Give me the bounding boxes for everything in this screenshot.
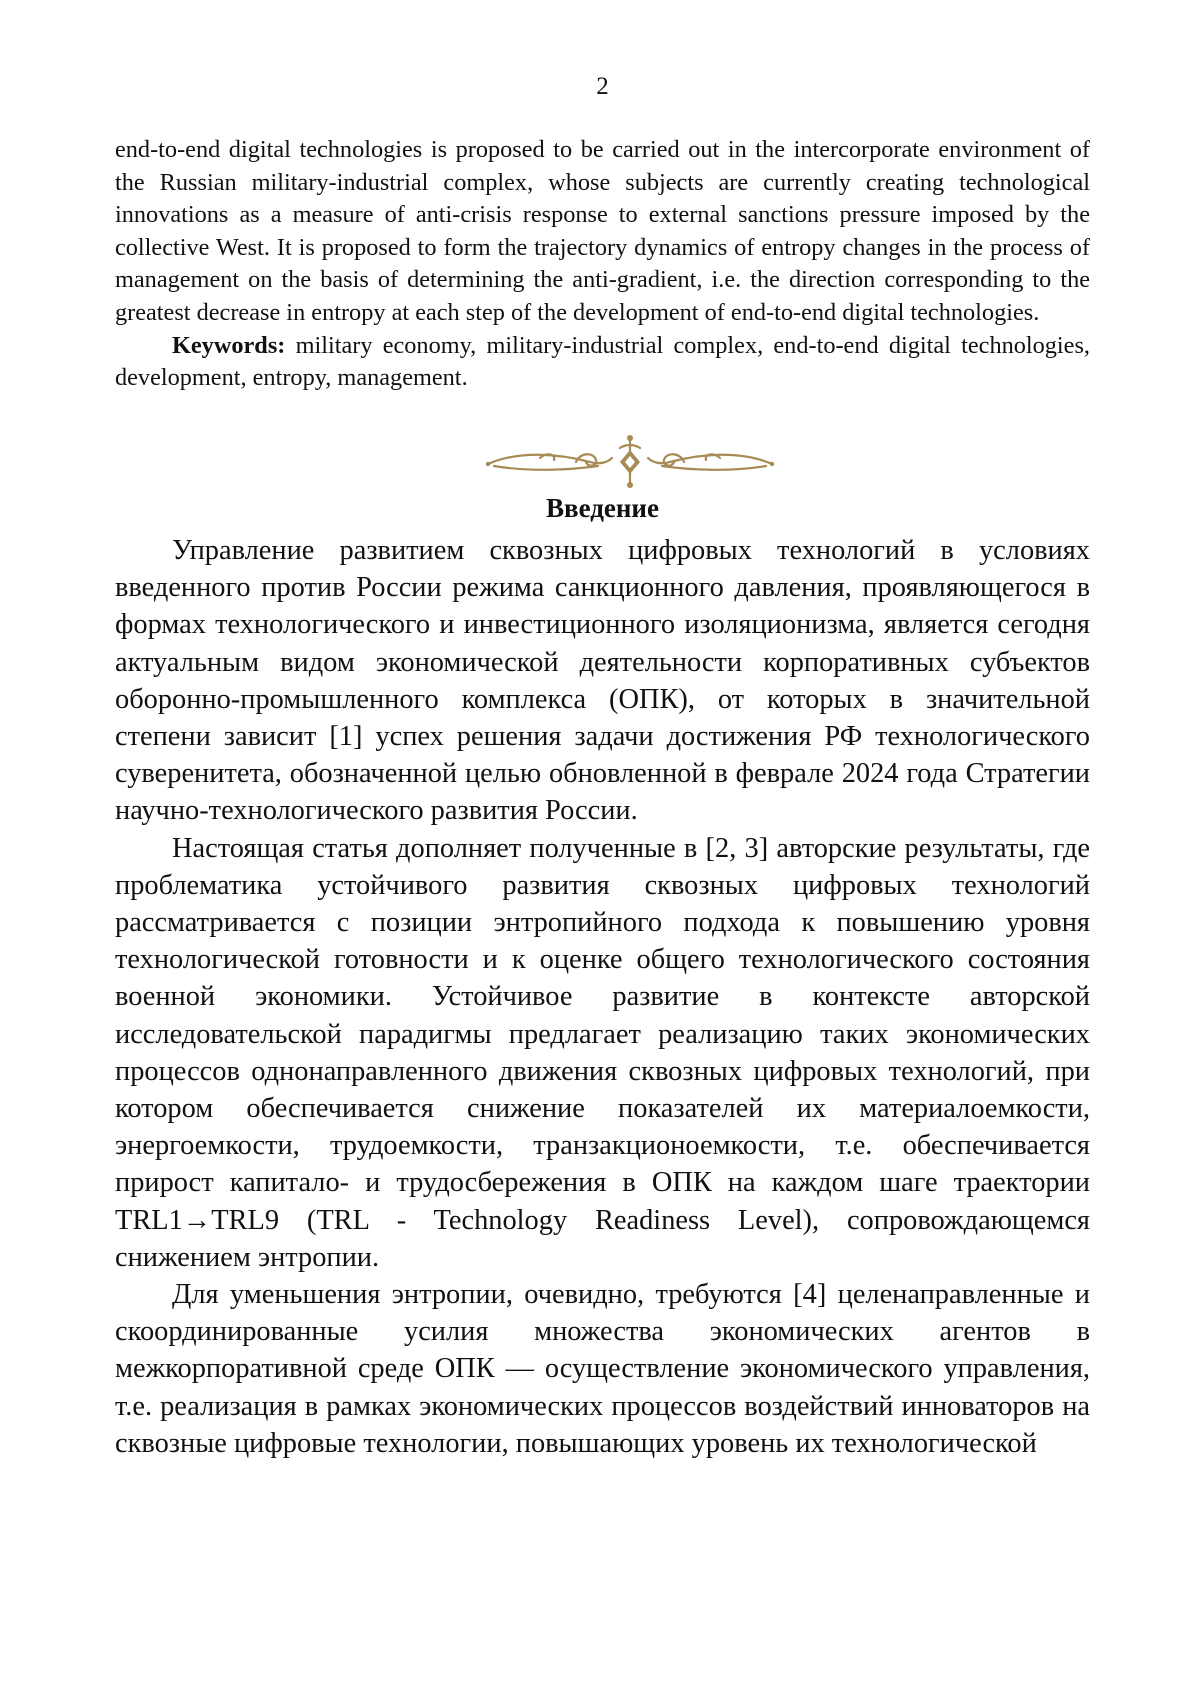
decorative-flourish-icon	[480, 432, 780, 492]
keywords-text: military economy, military-industrial complex, end-to-end digital technologies, development, entropy, management.	[115, 331, 1090, 392]
body-paragraph-3: Для уменьшения энтропии, очевидно, требуются [4] целенаправленные и скоординированные усилия множества экономических агентов в межкорпоративной среде ОПК — осуществление экономического управления, т.е. реализация в рамках экономических процессов воздействий инноваторов на сквозные цифровые технологии, повышающих уровень их технологической	[115, 1279, 1090, 1459]
page-number: 2	[596, 73, 609, 100]
keywords	[115, 330, 1090, 395]
abstract	[115, 134, 1090, 395]
abstract-paragraph: end-to-end digital technologies is proposed to be carried out in the intercorporate environment of the Russian military-industrial complex, whose subjects are currently creating technological innovations as a measure of anti-crisis response to external sanctions pressure imposed by the collective West. It is proposed to form the trajectory dynamics of entropy changes in the process of management on the basis of determining the anti-gradient, i.e. the direction corresponding to the greatest decrease in entropy at each step of the development of end-to-end digital technologies.	[115, 136, 1090, 326]
body-paragraph-1: Управление развитием сквозных цифровых технологий в условиях введенного против России режима санкционного давления, проявляющегося в формах технологического и инвестиционного изоляционизма, является сегодня актуальным видом экономической деятельности корпоративных субъектов оборонно-промышленного комплекса (ОПК), от которых в значительной степени зависит [1] успех решения задачи достижения РФ технологического суверенитета, обозначенной целью обновленной в феврале 2024 года Стратегии научно-технологического развития России.	[115, 535, 1090, 827]
section-body	[115, 532, 1090, 1462]
section-title: Введение	[546, 493, 659, 523]
body-paragraph-2: Настоящая статья дополняет полученные в [2, 3] авторские результаты, где проблематика устойчивого развития сквозных цифровых технологий рассматривается с позиции энтропийного подхода к повышению уровня технологической готовности и к оценке общего технологического состояния военной экономики. Устойчивое развитие в контексте авторской исследовательской парадигмы предлагает реализацию таких экономических процессов однонаправленного движения сквозных цифровых технологий, при котором обеспечивается снижение показателей их материалоемкости, энергоемкости, трудоемкости, транзакционоемкости, т.е. обеспечивается прирост капитало- и трудосбережения в ОПК на каждом шаге траектории TRL1→TRL9 (TRL - Technology Readiness Level), сопровождающемся снижением энтропии.	[115, 832, 1090, 1273]
keywords-label: Keywords:	[172, 331, 286, 359]
